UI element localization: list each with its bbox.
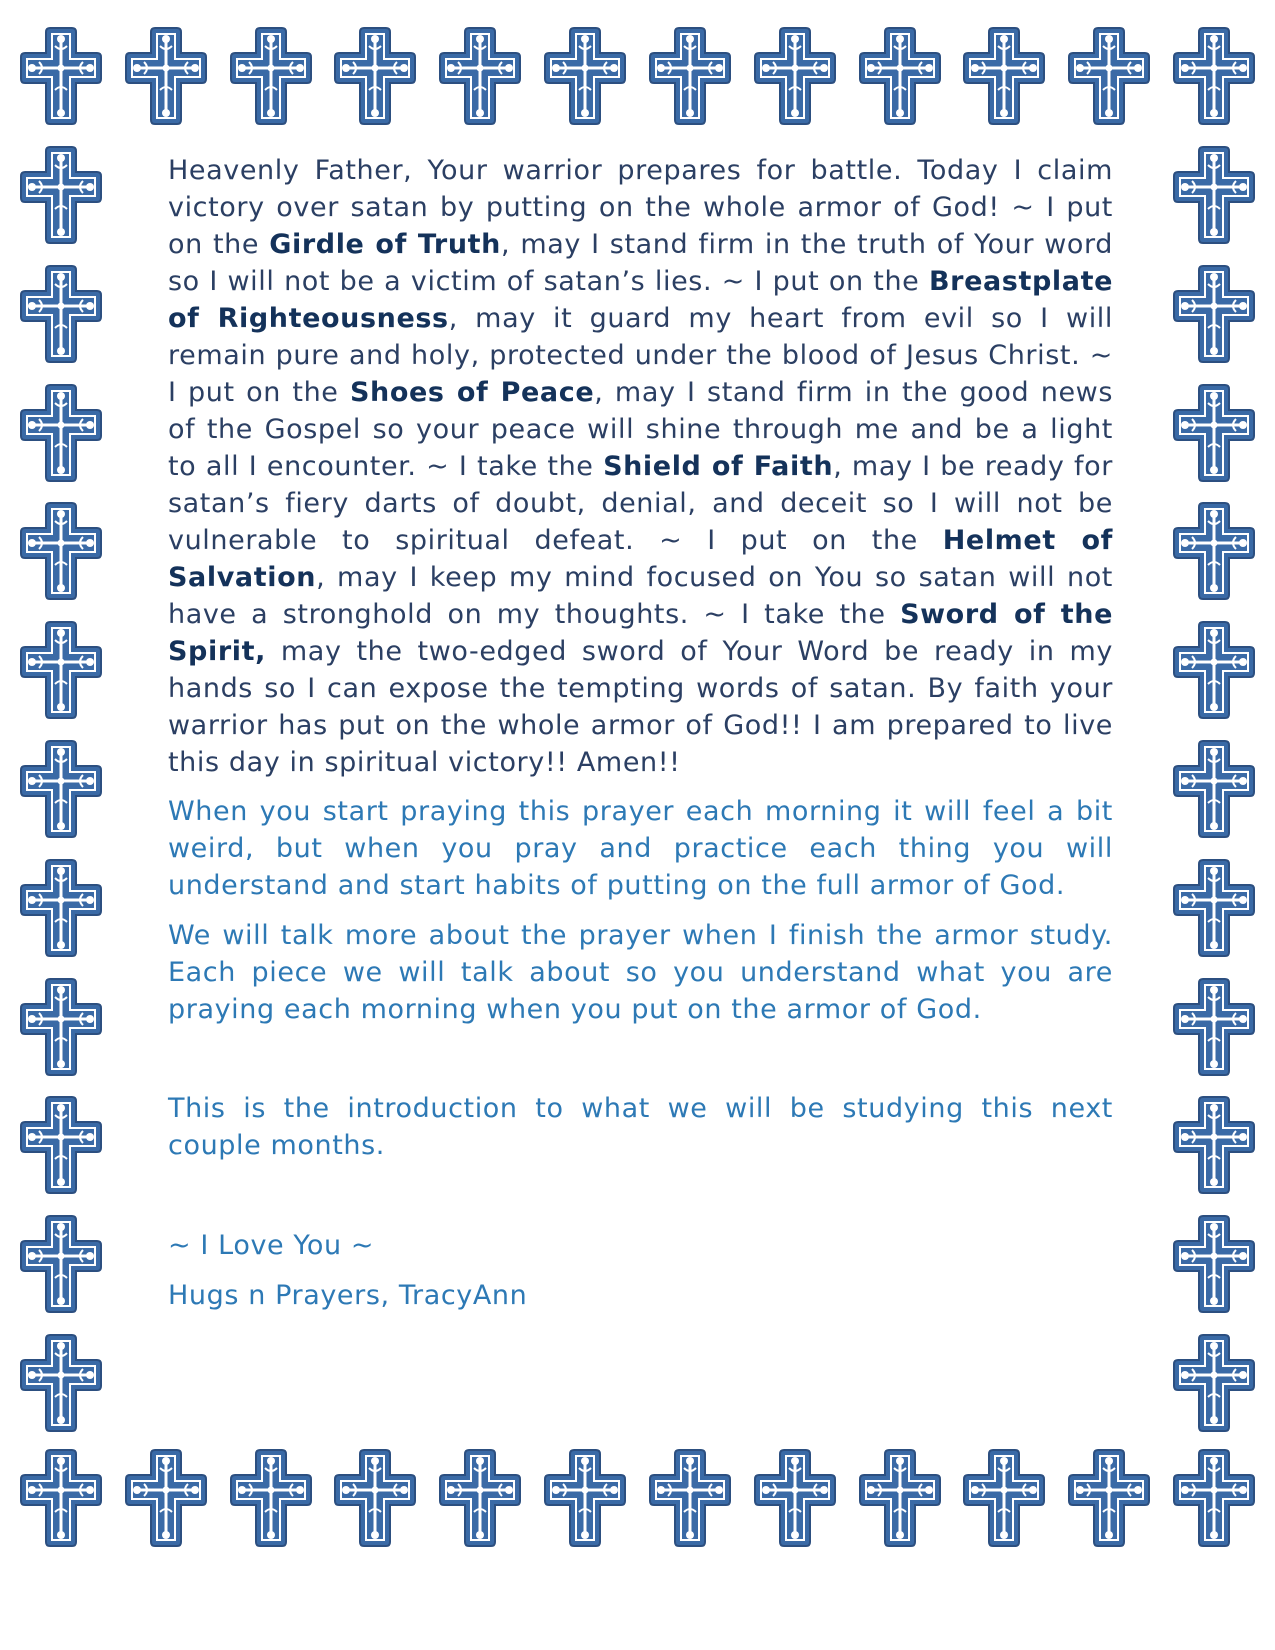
prayer-text: , may I stand firm in the truth of Your word so I will not be a victim of satan’s lies. ~ I put on the [168,229,1114,297]
prayer-text: , may I stand firm in the good news of the Gospel so your peace will shine through me and be a light to all I encounter. ~ I take the [168,377,1114,482]
cross-icon [1172,620,1256,720]
cross-icon [229,1448,313,1548]
cross-icon [19,383,103,483]
prayer-text: , may it guard my heart from evil so I will remain pure and holy, protected under the blood of Jesus Christ. ~ I put on the [168,303,1113,408]
girdle-of-truth: Girdle of Truth [269,229,501,260]
shield-of-faith: Shield of Faith [603,451,834,482]
cross-icon [1172,264,1256,364]
cross-icon [543,1448,627,1548]
cross-icon [1172,383,1256,483]
cross-icon [438,26,522,126]
cross-icon [19,145,103,245]
cross-icon [753,26,837,126]
breastplate-of-righteousness: Breastplate of Righteousness [168,266,1113,334]
cross-icon [19,977,103,1077]
cross-icon [753,1448,837,1548]
prayer-text: , may I keep my mind focused on You so satan will not have a stronghold on my thoughts. ~ I take the [168,562,1113,630]
letter-body [168,152,1113,1314]
cross-icon [1172,145,1256,245]
cross-icon [19,1095,103,1195]
cross-icon [1172,1214,1256,1314]
cross-icon [858,26,942,126]
cross-icon [333,1448,417,1548]
cross-icon [1172,26,1256,126]
closing-love: ~ I Love You ~ [168,1230,375,1261]
signature: Hugs n Prayers, TracyAnn [168,1280,528,1311]
cross-icon [1172,501,1256,601]
prayer-text: may the two-edged sword of Your Word be ready in my hands so I can expose the tempting words of satan. By faith your warrior has put on the whole armor of God!! I am prepared to live this day in spiritual victory!! Amen!! [168,636,1113,778]
cross-icon [124,26,208,126]
cross-icon [1172,1333,1256,1433]
cross-icon [19,501,103,601]
cross-icon [858,1448,942,1548]
sword-of-the-spirit: Sword of the Spirit, [168,599,1113,667]
shoes-of-peace: Shoes of Peace [349,377,595,408]
prayer-text: , may I be ready for satan’s fiery darts of doubt, denial, and deceit so I will not be vulnerable to spiritual defeat. ~ I put on the [168,451,1113,556]
prayer-text: Heavenly Father, Your warrior prepares for battle. Today I claim victory over satan by putting on the whole armor of God! ~ I put on the [168,155,1113,260]
cross-icon [1172,739,1256,839]
cross-icon [124,1448,208,1548]
cross-icon [19,1333,103,1433]
cross-icon [1067,1448,1151,1548]
armor-prayer [168,152,1113,781]
cross-icon [19,739,103,839]
helmet-of-salvation: Helmet of Salvation [168,525,1113,593]
note-paragraph: We will talk more about the prayer when I finish the armor study. Each piece we will talk about so you understand what you are praying each morning when you put on the armor of God. [168,920,1113,1025]
cross-icon [19,26,103,126]
cross-icon [1172,858,1256,958]
cross-icon [19,1448,103,1548]
cross-icon [1172,1448,1256,1548]
cross-icon [1067,26,1151,126]
cross-icon [648,1448,732,1548]
cross-icon [648,26,732,126]
note-paragraph: This is the introduction to what we will be studying this next couple months. [168,1093,1113,1161]
cross-icon [1172,1095,1256,1195]
cross-icon [19,264,103,364]
cross-icon [333,26,417,126]
cross-icon [543,26,627,126]
cross-icon [962,1448,1046,1548]
cross-icon [19,1214,103,1314]
cross-icon [19,620,103,720]
cross-icon [438,1448,522,1548]
cross-icon [229,26,313,126]
cross-icon [1172,977,1256,1077]
cross-icon [19,858,103,958]
note-paragraph: When you start praying this prayer each morning it will feel a bit weird, but when you pray and practice each thing you will understand and start habits of putting on the full armor of God. [168,796,1113,901]
cross-icon [962,26,1046,126]
